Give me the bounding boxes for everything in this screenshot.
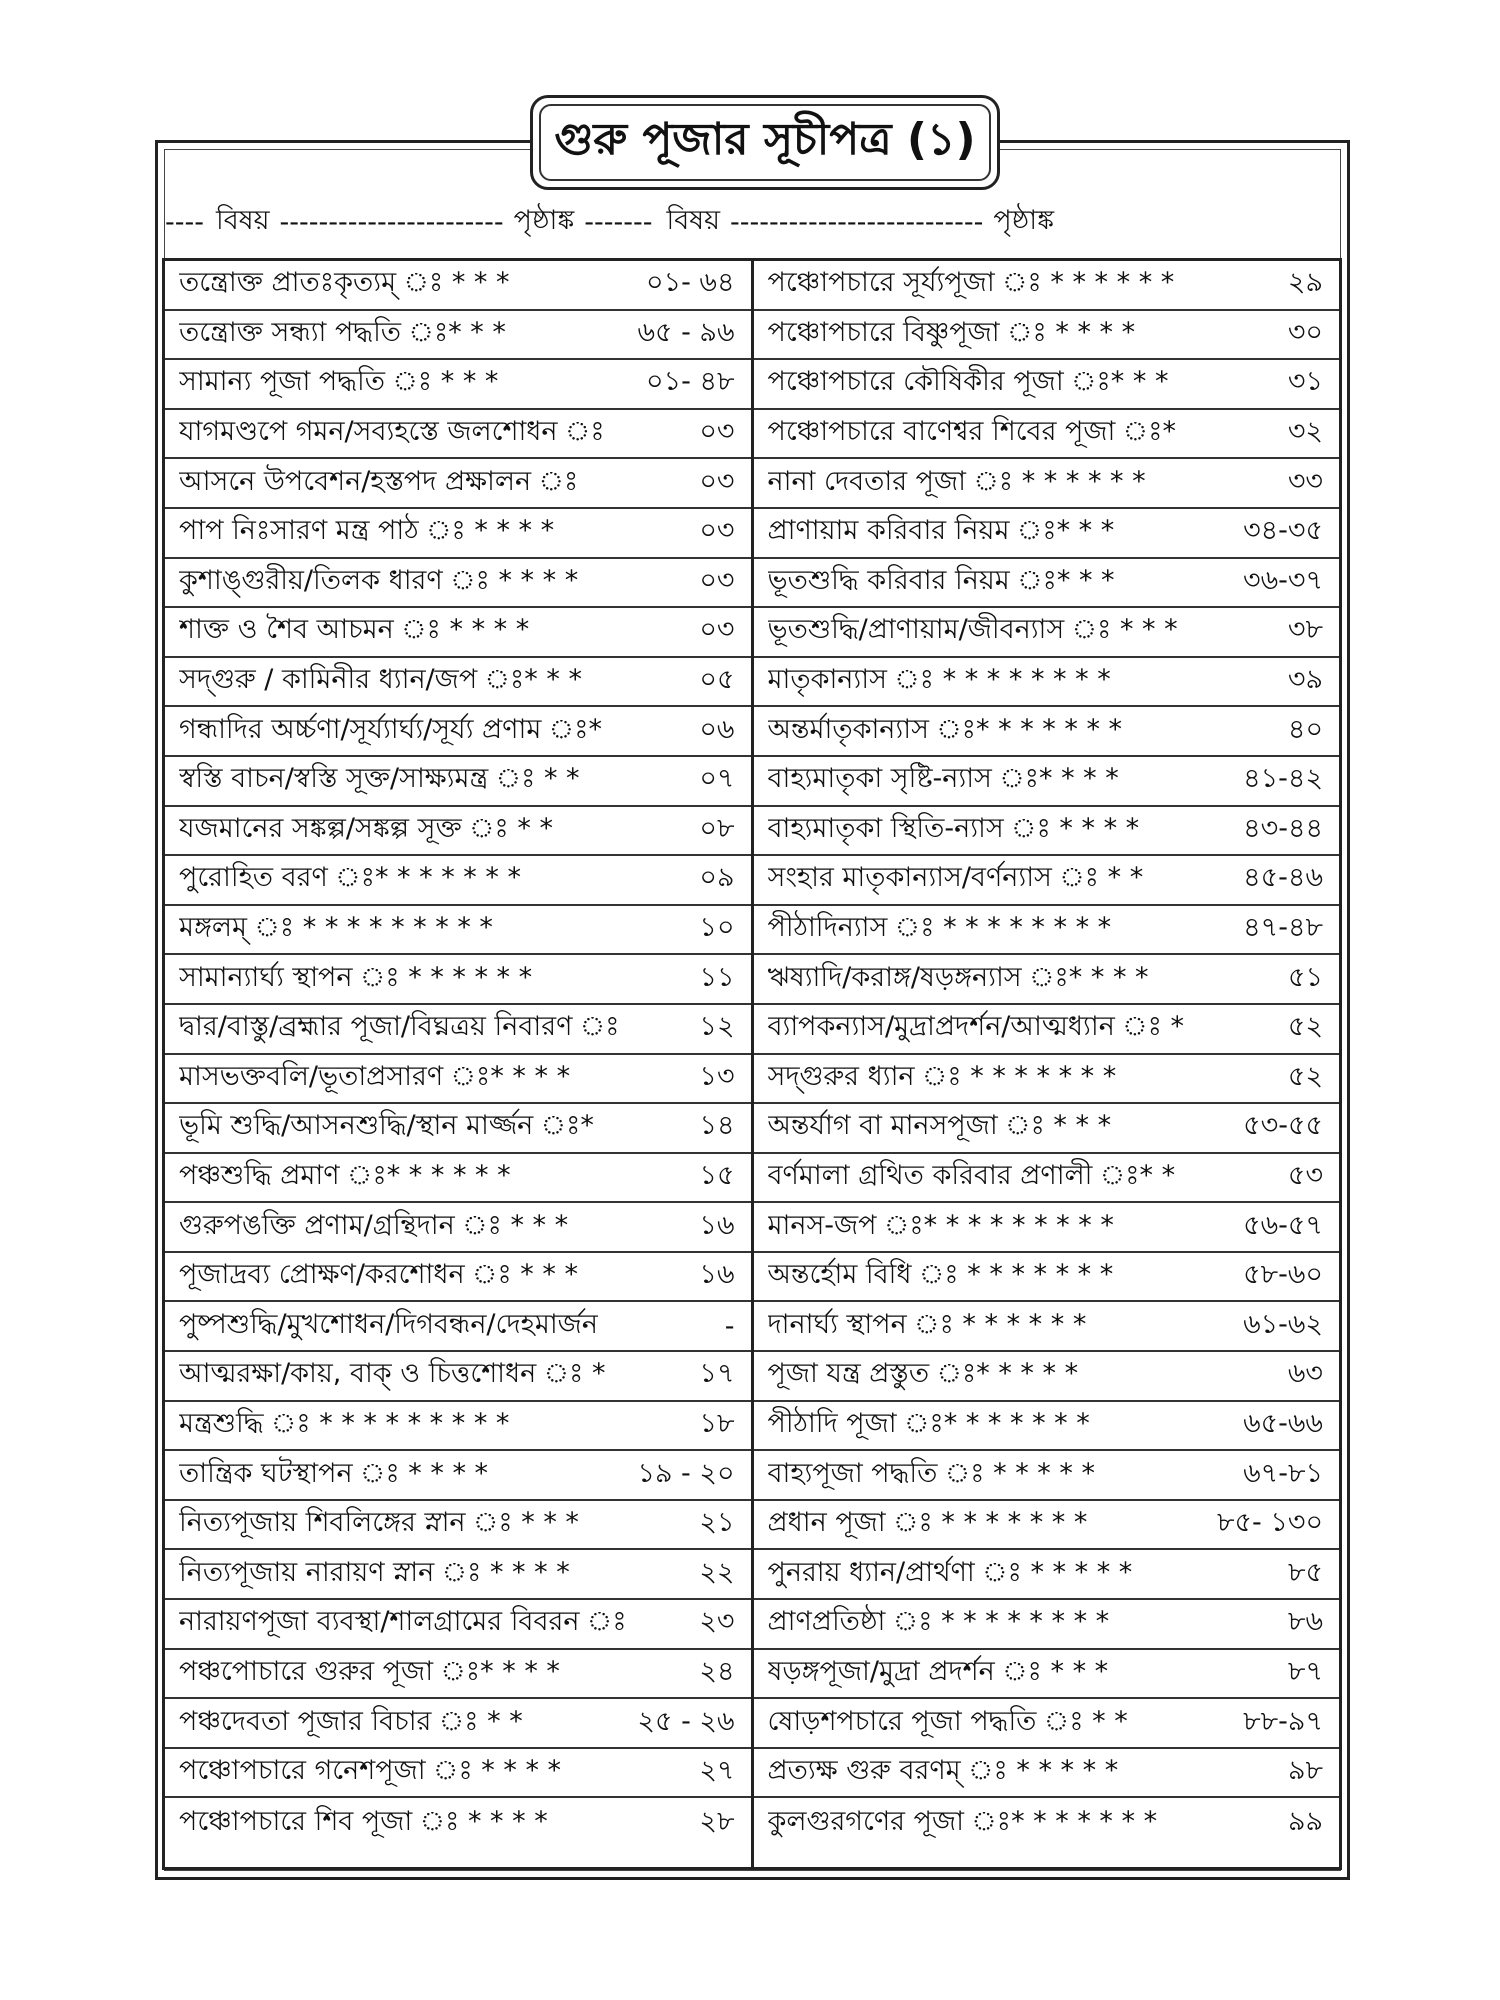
index-row <box>165 955 751 1005</box>
entry-title: নারায়ণপূজা ব্যবস্থা/শালগ্রামের বিবরন ঃ <box>179 1606 627 1638</box>
entry-page: ৪৭-৪৮ <box>1243 912 1323 944</box>
index-row <box>165 1650 751 1700</box>
entry-title: নিত্যপূজায় নারায়ণ স্নান ঃ * * * * <box>179 1556 570 1588</box>
index-row <box>754 509 1340 559</box>
index-row <box>165 658 751 708</box>
index-row <box>754 1253 1340 1303</box>
entry-title: ঋষ্যাদি/করাঙ্গ/ষড়ঙ্গন্যাস ঃ* * * * <box>767 961 1149 993</box>
entry-title: ভূতশুদ্ধি করিবার নিয়ম ঃ* * * <box>767 564 1115 596</box>
index-row <box>754 559 1340 609</box>
entry-page: ০৩ <box>699 614 735 646</box>
entry-page: ১৬ <box>699 1259 735 1291</box>
left-column <box>165 261 754 1867</box>
entry-page: ৬৫ - ৯৬ <box>637 316 735 348</box>
header-dash-4: -------------------------- <box>730 207 984 238</box>
entry-page: ২৭ <box>699 1755 735 1787</box>
entry-title: প্রাণায়াম করিবার নিয়ম ঃ* * * <box>767 515 1115 547</box>
entry-title: পুনরায় ধ্যান/প্রার্থণা ঃ * * * * * <box>767 1556 1133 1588</box>
entry-page: ২৫ - ২৬ <box>637 1705 735 1737</box>
entry-page: ৪০ <box>1287 713 1323 745</box>
index-row <box>754 807 1340 857</box>
entry-title: গন্ধাদির অর্চ্চণা/সূর্য্যার্ঘ্য/সূর্য্য প্রণাম ঃ* <box>179 713 602 745</box>
entry-title: পঞ্চোপচারে সূর্য্যপূজা ঃ * * * * * * <box>767 267 1175 299</box>
index-row <box>754 1055 1340 1105</box>
page-title: গুরু পূজার সূচীপত্র (১) <box>539 104 991 181</box>
column-header <box>165 195 1340 250</box>
entry-page: ৫৬-৫৭ <box>1243 1209 1323 1241</box>
index-row <box>165 559 751 609</box>
index-row <box>754 856 1340 906</box>
entry-page: ০৭ <box>699 763 735 795</box>
index-row <box>754 757 1340 807</box>
index-row <box>165 1104 751 1154</box>
entry-page: ২৩ <box>699 1606 735 1638</box>
entry-page: ৩৯ <box>1287 664 1323 696</box>
entry-title: মন্ত্রশুদ্ধি ঃ * * * * * * * * * <box>179 1407 510 1439</box>
entry-page: ৬৫-৬৬ <box>1243 1407 1323 1439</box>
index-row <box>165 410 751 460</box>
index-row <box>754 1749 1340 1799</box>
entry-page: ৬৩ <box>1287 1358 1323 1390</box>
entry-title: পঞ্চোপচারে কৌষিকীর পূজা ঃ* * * <box>767 366 1169 398</box>
index-row <box>754 707 1340 757</box>
entry-title: তন্ত্রোক্ত সন্ধ্যা পদ্ধতি ঃ* * * <box>179 316 506 348</box>
entry-page: ০৮ <box>699 812 735 844</box>
entry-title: বাহ্যপূজা পদ্ধতি ঃ * * * * * <box>767 1457 1095 1489</box>
entry-page: ৫৩-৫৫ <box>1243 1110 1323 1142</box>
index-row <box>165 261 751 311</box>
entry-page: ১৪ <box>699 1110 735 1142</box>
entry-title: কুলগুরগণের পূজা ঃ* * * * * * * <box>767 1805 1158 1837</box>
entry-page: ০৩ <box>699 416 735 448</box>
index-row <box>754 608 1340 658</box>
entry-title: পঞ্চোপচারে শিব পূজা ঃ * * * * <box>179 1805 548 1837</box>
entry-page: ৫৩ <box>1287 1159 1323 1191</box>
entry-page: ২৪ <box>699 1655 735 1687</box>
entry-page: ০৩ <box>699 515 735 547</box>
index-row <box>754 1451 1340 1501</box>
entry-page: ৫১ <box>1287 961 1323 993</box>
entry-title: প্রাণপ্রতিষ্ঠা ঃ * * * * * * * * <box>767 1606 1110 1638</box>
index-row <box>165 906 751 956</box>
entry-title: পঞ্চোপচারে বিষ্ণুপূজা ঃ * * * * <box>767 316 1136 348</box>
index-row <box>754 311 1340 361</box>
entry-title: সংহার মাতৃকান্যাস/বর্ণন্যাস ঃ * * <box>767 862 1144 894</box>
entry-title: মঙ্গলম্ ঃ * * * * * * * * * <box>179 912 493 944</box>
index-row <box>165 807 751 857</box>
entry-page: ০১- ৬৪ <box>646 267 735 299</box>
entry-page: ৯৯ <box>1287 1805 1323 1837</box>
entry-title: অন্তর্যাগ বা মানসপূজা ঃ * * * <box>767 1110 1112 1142</box>
entry-title: অন্তর্মাতৃকান্যাস ঃ* * * * * * * <box>767 713 1123 745</box>
entry-page: ৩৪-৩৫ <box>1243 515 1323 547</box>
entry-page: ৮৫- ১৩০ <box>1217 1507 1323 1539</box>
entry-page: ১৫ <box>699 1159 735 1191</box>
entry-title: কুশাঙ্গুরীয়/তিলক ধারণ ঃ * * * * <box>179 564 579 596</box>
entry-title: ব্যাপকন্যাস/মুদ্রাপ্রদর্শন/আত্মধ্যান ঃ * <box>767 1011 1185 1043</box>
entry-title: ভূতশুদ্ধি/প্রাণায়াম/জীবন্যাস ঃ * * * <box>767 614 1178 646</box>
entry-page: ৮৭ <box>1287 1655 1323 1687</box>
index-row <box>754 1402 1340 1452</box>
entry-title: আত্মরক্ষা/কায়, বাক্‌ ও চিত্তশোধন ঃ * <box>179 1358 606 1390</box>
entry-page: ৩৬-৩৭ <box>1243 564 1323 596</box>
index-row <box>165 1352 751 1402</box>
header-dash-1: ---- <box>165 207 204 238</box>
header-page-left: পৃষ্ঠাঙ্ক <box>513 205 575 236</box>
entry-title: দ্বার/বাস্তু/ব্রহ্মার পূজা/বিঘ্নত্রয় নিবারণ ঃ <box>179 1011 620 1043</box>
index-row <box>165 1154 751 1204</box>
header-page-right: পৃষ্ঠাঙ্ক <box>993 205 1054 236</box>
index-table <box>162 258 1342 1870</box>
entry-page: ৫২ <box>1287 1011 1323 1043</box>
entry-title: বর্ণমালা গ্রথিত করিবার প্রণালী ঃ* * <box>767 1159 1176 1191</box>
entry-title: পাপ নিঃসারণ মন্ত্র পাঠ ঃ * * * * <box>179 515 555 547</box>
entry-page: ০৩ <box>699 564 735 596</box>
index-row <box>165 757 751 807</box>
index-row <box>165 1302 751 1352</box>
entry-title: পঞ্চশুদ্ধি প্রমাণ ঃ* * * * * * <box>179 1159 511 1191</box>
index-row <box>165 1203 751 1253</box>
entry-page: ৩৩ <box>1287 465 1323 497</box>
entry-title: ষড়ঙ্গপূজা/মুদ্রা প্রদর্শন ঃ * * * <box>767 1655 1109 1687</box>
index-row <box>165 1749 751 1799</box>
entry-page: ৪৩-৪৪ <box>1243 812 1323 844</box>
entry-page: ৮৫ <box>1287 1556 1323 1588</box>
index-row <box>754 459 1340 509</box>
entry-title: স্বস্তি বাচন/স্বস্তি সূক্ত/সাক্ষ্যমন্ত্র ঃ * * <box>179 763 580 795</box>
index-row <box>165 1600 751 1650</box>
index-row <box>754 906 1340 956</box>
index-row <box>754 1005 1340 1055</box>
entry-title: পূজাদ্রব্য প্রোক্ষণ/করশোধন ঃ * * * <box>179 1259 578 1291</box>
index-row <box>754 1699 1340 1749</box>
entry-page: ৪১-৪২ <box>1243 763 1323 795</box>
index-row <box>754 1154 1340 1204</box>
entry-title: দানার্ঘ্য স্থাপন ঃ * * * * * * <box>767 1308 1087 1340</box>
header-dash-3: ------- <box>584 207 653 238</box>
index-row <box>754 1550 1340 1600</box>
entry-title: পূজা যন্ত্র প্রস্তুত ঃ* * * * * <box>767 1358 1079 1390</box>
index-row <box>165 1699 751 1749</box>
entry-page: ০৩ <box>699 465 735 497</box>
entry-title: নিত্যপূজায় শিবলিঙ্গের স্নান ঃ * * * <box>179 1507 579 1539</box>
index-row <box>754 410 1340 460</box>
entry-page: ১৮ <box>699 1407 735 1439</box>
entry-page: ১১ <box>699 961 735 993</box>
entry-title: মাতৃকান্যাস ঃ * * * * * * * * <box>767 664 1111 696</box>
entry-title: তান্ত্রিক ঘটস্থাপন ঃ * * * * <box>179 1457 489 1489</box>
entry-page: ৩০ <box>1287 316 1323 348</box>
entry-title: সামান্যার্ঘ্য স্থাপন ঃ * * * * * * <box>179 961 533 993</box>
entry-title: সামান্য পূজা পদ্ধতি ঃ * * * <box>179 366 499 398</box>
entry-page: ৬১-৬২ <box>1243 1308 1323 1340</box>
right-column <box>754 261 1340 1867</box>
entry-title: পুরোহিত বরণ ঃ* * * * * * * <box>179 862 521 894</box>
entry-page: ০৯ <box>699 862 735 894</box>
entry-title: প্রত্যক্ষ গুরু বরণম্ ঃ * * * * * <box>767 1755 1119 1787</box>
entry-page: ৩২ <box>1287 416 1323 448</box>
header-subject-left: বিষয় <box>215 205 270 236</box>
entry-page: ১৬ <box>699 1209 735 1241</box>
entry-page: ৯৮ <box>1287 1755 1323 1787</box>
entry-page: ৫৮-৬০ <box>1243 1259 1323 1291</box>
entry-page: ৩৮ <box>1287 614 1323 646</box>
entry-page: ২৯ <box>1287 267 1323 299</box>
entry-title: প্রধান পূজা ঃ * * * * * * * <box>767 1507 1088 1539</box>
entry-title: সদ্‌গুরু / কামিনীর ধ্যান/জপ ঃ* * * <box>179 664 582 696</box>
index-row <box>754 360 1340 410</box>
index-row <box>165 1798 751 1848</box>
entry-page: ১০ <box>699 912 735 944</box>
index-row <box>754 1352 1340 1402</box>
entry-page: ১৯ - ২০ <box>637 1457 735 1489</box>
entry-title: পঞ্চোপচারে গনেশপূজা ঃ * * * * <box>179 1755 562 1787</box>
entry-page: ১৩ <box>699 1060 735 1092</box>
index-row <box>165 509 751 559</box>
index-row <box>165 1253 751 1303</box>
entry-page: ৬৭-৮১ <box>1243 1457 1323 1489</box>
entry-title: ষোড়শপচারে পূজা পদ্ধতি ঃ * * <box>767 1705 1128 1737</box>
index-row <box>165 856 751 906</box>
entry-page: ৮৬ <box>1287 1606 1323 1638</box>
entry-page: ৫২ <box>1287 1060 1323 1092</box>
index-row <box>754 1650 1340 1700</box>
index-row <box>754 1203 1340 1253</box>
entry-page: ৮৮-৯৭ <box>1243 1705 1323 1737</box>
entry-page: ০৫ <box>699 664 735 696</box>
entry-title: সদ্‌গুরুর ধ্যান ঃ * * * * * * * <box>767 1060 1117 1092</box>
index-row <box>754 1798 1340 1848</box>
index-row <box>165 1055 751 1105</box>
entry-title: পীঠাদিন্যাস ঃ * * * * * * * * <box>767 912 1112 944</box>
index-row <box>165 1501 751 1551</box>
entry-title: যজমানের সঙ্কল্প/সঙ্কল্প সূক্ত ঃ * * <box>179 812 553 844</box>
entry-page: ২৮ <box>699 1805 735 1837</box>
entry-title: তন্ত্রোক্ত প্রাতঃকৃত্যম্ ঃ * * * <box>179 267 510 299</box>
entry-title: গুরুপঙক্তি প্রণাম/গ্রন্থিদান ঃ * * * <box>179 1209 569 1241</box>
index-row <box>165 360 751 410</box>
index-row <box>165 459 751 509</box>
index-row <box>165 1005 751 1055</box>
entry-title: যাগমণ্ডপে গমন/সব্যহস্তে জলশোধন ঃ <box>179 416 605 448</box>
entry-title: নানা দেবতার পূজা ঃ * * * * * * <box>767 465 1146 497</box>
entry-page: ২২ <box>699 1556 735 1588</box>
entry-title: ভূমি শুদ্ধি/আসনশুদ্ধি/স্থান মার্জ্জন ঃ* <box>179 1110 594 1142</box>
entry-page: - <box>724 1310 735 1342</box>
index-row <box>754 955 1340 1005</box>
title-box <box>530 95 1000 190</box>
index-row <box>754 1501 1340 1551</box>
entry-title: পঞ্চপোচারে গুরুর পূজা ঃ* * * * <box>179 1655 560 1687</box>
entry-title: পুষ্পশুদ্ধি/মুখশোধন/দিগবন্ধন/দেহমার্জন <box>179 1308 598 1340</box>
entry-page: ০১- ৪৮ <box>646 366 735 398</box>
index-row <box>754 1104 1340 1154</box>
index-row <box>754 261 1340 311</box>
entry-title: শাক্ত ও শৈব আচমন ঃ * * * * <box>179 614 530 646</box>
entry-title: মাসভক্তবলি/ভূতাপ্রসারণ ঃ* * * * <box>179 1060 571 1092</box>
index-row <box>754 658 1340 708</box>
entry-title: আসনে উপবেশন/হস্তপদ প্রক্ষালন ঃ <box>179 465 579 497</box>
index-row <box>754 1302 1340 1352</box>
header-subject-right: বিষয় <box>666 205 721 236</box>
index-row <box>754 1600 1340 1650</box>
entry-title: বাহ্যমাতৃকা সৃষ্টি-ন্যাস ঃ* * * * <box>767 763 1119 795</box>
index-row <box>165 311 751 361</box>
index-row <box>165 1550 751 1600</box>
entry-page: ২১ <box>699 1507 735 1539</box>
index-row <box>165 707 751 757</box>
header-dash-2: ----------------------- <box>279 207 504 238</box>
entry-title: পঞ্চদেবতা পূজার বিচার ঃ * * <box>179 1705 523 1737</box>
entry-page: ১২ <box>699 1011 735 1043</box>
entry-title: বাহ্যমাতৃকা স্থিতি-ন্যাস ঃ * * * * <box>767 812 1140 844</box>
entry-page: ৪৫-৪৬ <box>1243 862 1323 894</box>
index-row <box>165 608 751 658</box>
entry-page: ৩১ <box>1287 366 1323 398</box>
entry-page: ০৬ <box>699 713 735 745</box>
index-row <box>165 1402 751 1452</box>
entry-page: ১৭ <box>699 1358 735 1390</box>
entry-title: পঞ্চোপচারে বাণেশ্বর শিবের পূজা ঃ* <box>767 416 1176 448</box>
entry-title: অন্তর্হোম বিধি ঃ * * * * * * * <box>767 1259 1114 1291</box>
index-row <box>165 1451 751 1501</box>
entry-title: পীঠাদি পূজা ঃ* * * * * * * <box>767 1407 1090 1439</box>
entry-title: মানস-জপ ঃ* * * * * * * * * <box>767 1209 1114 1241</box>
